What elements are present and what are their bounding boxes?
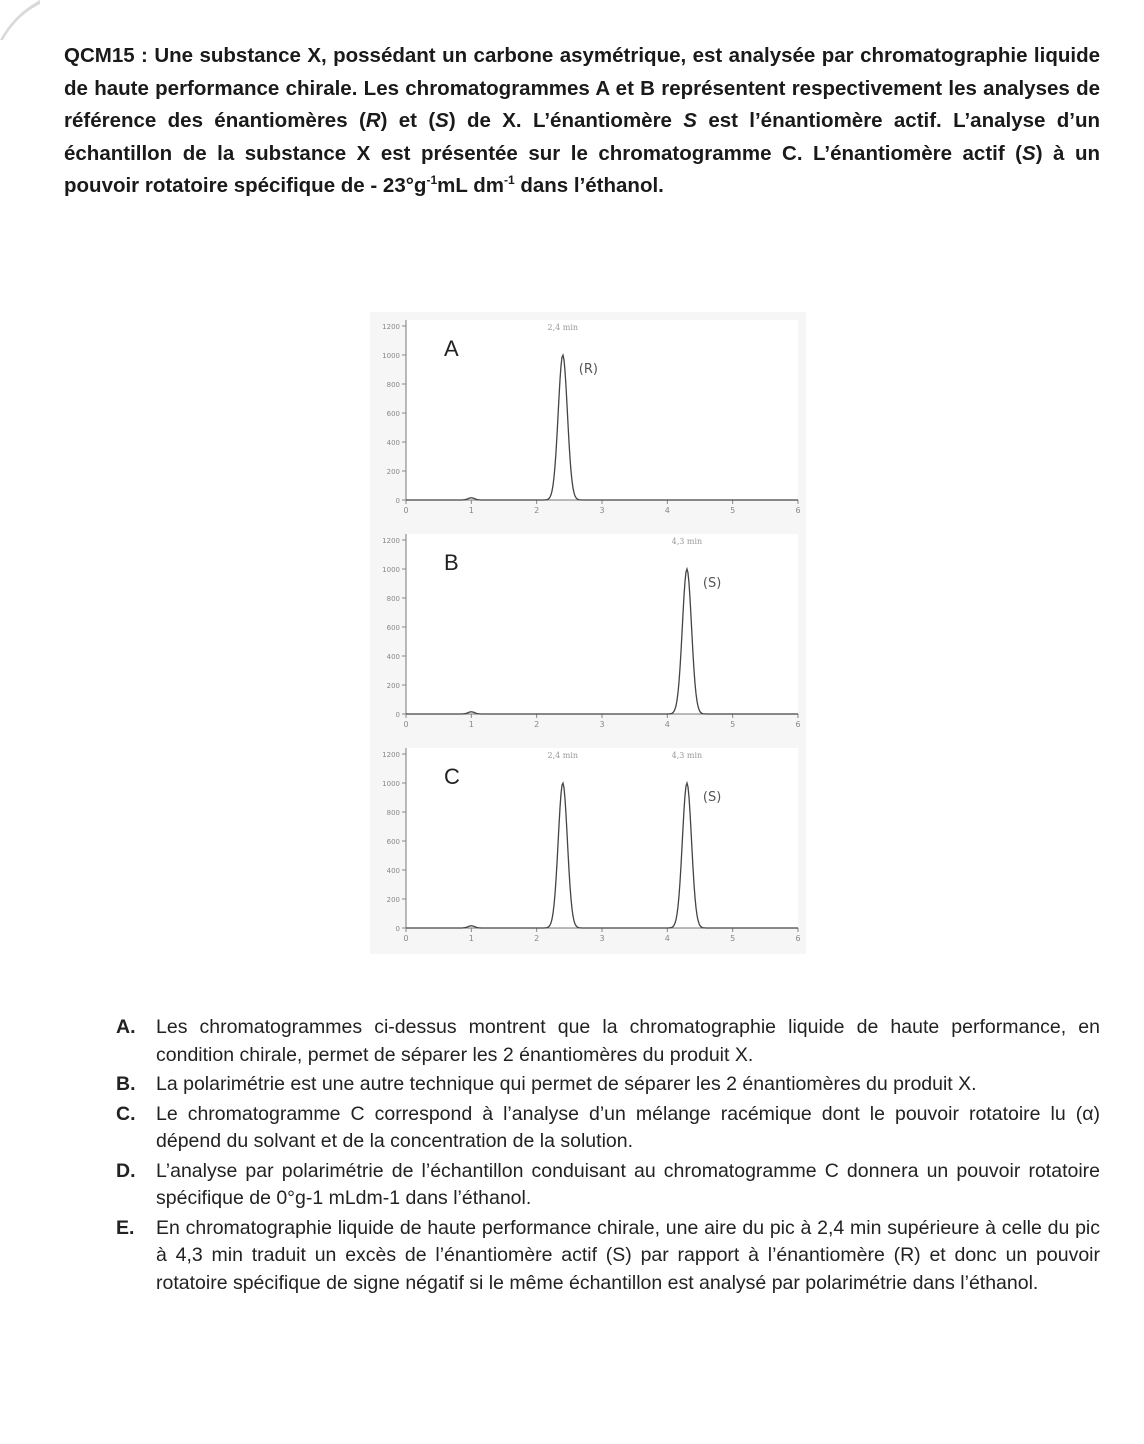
x-tick-label: 4 [664, 934, 670, 943]
peak-time-label: 4,3 min [671, 751, 703, 760]
chromatogram-panel-b [370, 526, 806, 740]
y-tick-label: 600 [386, 838, 400, 846]
y-tick-label: 1200 [382, 751, 400, 759]
answer-text: Le chromatogramme C correspond à l’analyse d’un mélange racémique dont le pouvoir rotatoire lu (α) dépend du solvant et de la concentration de la solution. [156, 1102, 1100, 1152]
x-tick-label: 5 [730, 720, 736, 729]
y-tick-label: 1000 [382, 352, 400, 360]
answer-text: Les chromatogrammes ci-dessus montrent que la chromatographie liquide de haute performance, en condition chirale, permet de séparer les 2 énantiomères du produit X. [156, 1016, 1100, 1066]
y-tick-label: 800 [386, 809, 400, 817]
y-tick-label: 400 [386, 653, 400, 661]
y-tick-label: 800 [386, 595, 400, 603]
y-tick-label: 0 [395, 925, 400, 933]
answer-item-a [116, 1014, 1100, 1069]
y-tick-label: 200 [386, 682, 400, 690]
chromatogram-figure [370, 312, 806, 964]
x-tick-label: 3 [599, 934, 605, 943]
panel-letter: C [444, 764, 460, 789]
plot-area [406, 748, 798, 928]
x-tick-label: 6 [795, 506, 801, 515]
x-tick-label: 6 [795, 720, 801, 729]
y-tick-label: 600 [386, 410, 400, 418]
x-tick-label: 2 [534, 720, 540, 729]
peak-annotation: (S) [702, 790, 722, 805]
y-tick-label: 0 [395, 497, 400, 505]
y-tick-label: 200 [386, 468, 400, 476]
x-tick-label: 0 [403, 720, 409, 729]
y-tick-label: 600 [386, 624, 400, 632]
answer-item-b [116, 1071, 1100, 1099]
peak-annotation: (S) [702, 576, 722, 591]
y-tick-label: 800 [386, 381, 400, 389]
answer-text: L’analyse par polarimétrie de l’échantillon conduisant au chromatogramme C donnera un pouvoir rotatoire spécifique de 0°g-1 mLdm-1 dans l’éthanol. [156, 1159, 1100, 1209]
y-tick-label: 1000 [382, 566, 400, 574]
answer-item-d [116, 1158, 1100, 1213]
answer-letter: B. [116, 1073, 136, 1095]
y-tick-label: 1200 [382, 323, 400, 331]
peak-annotation: (R) [578, 362, 598, 377]
peak-time-label: 4,3 min [671, 537, 703, 546]
y-tick-label: 1200 [382, 537, 400, 545]
x-tick-label: 1 [468, 934, 474, 943]
chromatograms-svg [370, 312, 806, 964]
panel-letter: A [444, 336, 459, 361]
answer-item-c [116, 1101, 1100, 1156]
y-tick-label: 400 [386, 867, 400, 875]
answer-letter: E. [116, 1216, 135, 1239]
answer-text: La polarimétrie est une autre technique qui permet de séparer les 2 énantiomères du produit X. [156, 1073, 977, 1095]
x-tick-label: 5 [730, 506, 736, 515]
x-tick-label: 3 [599, 506, 605, 515]
plot-area [406, 534, 798, 714]
x-tick-label: 1 [468, 720, 474, 729]
x-tick-label: 3 [599, 720, 605, 729]
question-label: QCM15 : [64, 44, 148, 67]
plot-area [406, 320, 798, 500]
chromatogram-panel-c [370, 740, 806, 954]
y-tick-label: 0 [395, 711, 400, 719]
peak-time-label: 2,4 min [547, 751, 579, 760]
answer-text: En chromatographie liquide de haute performance chirale, une aire du pic à 2,4 min supérieure à celle du pic à 4,3 min traduit un excès de l’énantiomère actif (S) par rapport à l’énantiomère (R) et donc un pouvoir rotatoire spécifique de signe négatif si le même échantillon est analysé par polarimétrie dans l’éthanol. [156, 1216, 1100, 1294]
x-tick-label: 0 [403, 506, 409, 515]
x-tick-label: 2 [534, 506, 540, 515]
answer-item-e [116, 1215, 1100, 1298]
x-tick-label: 0 [403, 934, 409, 943]
x-tick-label: 4 [664, 506, 670, 515]
question-text: QCM15 : Une substance X, possédant un carbone asymétrique, est analysée par chromatographie liquide de haute performance chirale. Les chromatogrammes A et B représentent respectivement les analyses de référence des énantiomères (R) et (S) de X. L’énantiomère S est l’énantiomère actif. L’analyse d’un échantillon de la substance X est présentée sur le chromatogramme C. L’énantiomère actif (S) à un pouvoir rotatoire spécifique de - $23^\circ g^{-1}mL$ $dm^{-1}$ dans l’éthanol. [64, 44, 1100, 197]
panel-letter: B [444, 550, 459, 575]
y-tick-label: 1000 [382, 780, 400, 788]
answer-letter: D. [116, 1159, 136, 1182]
x-tick-label: 2 [534, 934, 540, 943]
answer-letter: A. [116, 1016, 136, 1038]
x-tick-label: 6 [795, 934, 801, 943]
peak-time-label: 2,4 min [547, 323, 579, 332]
answer-letter: C. [116, 1102, 136, 1125]
x-tick-label: 4 [664, 720, 670, 729]
scan-corner-mark [0, 0, 40, 40]
y-tick-label: 200 [386, 896, 400, 904]
y-tick-label: 400 [386, 439, 400, 447]
answer-list [116, 1014, 1100, 1299]
chromatogram-panel-a [370, 312, 806, 526]
x-tick-label: 1 [468, 506, 474, 515]
x-tick-label: 5 [730, 934, 736, 943]
